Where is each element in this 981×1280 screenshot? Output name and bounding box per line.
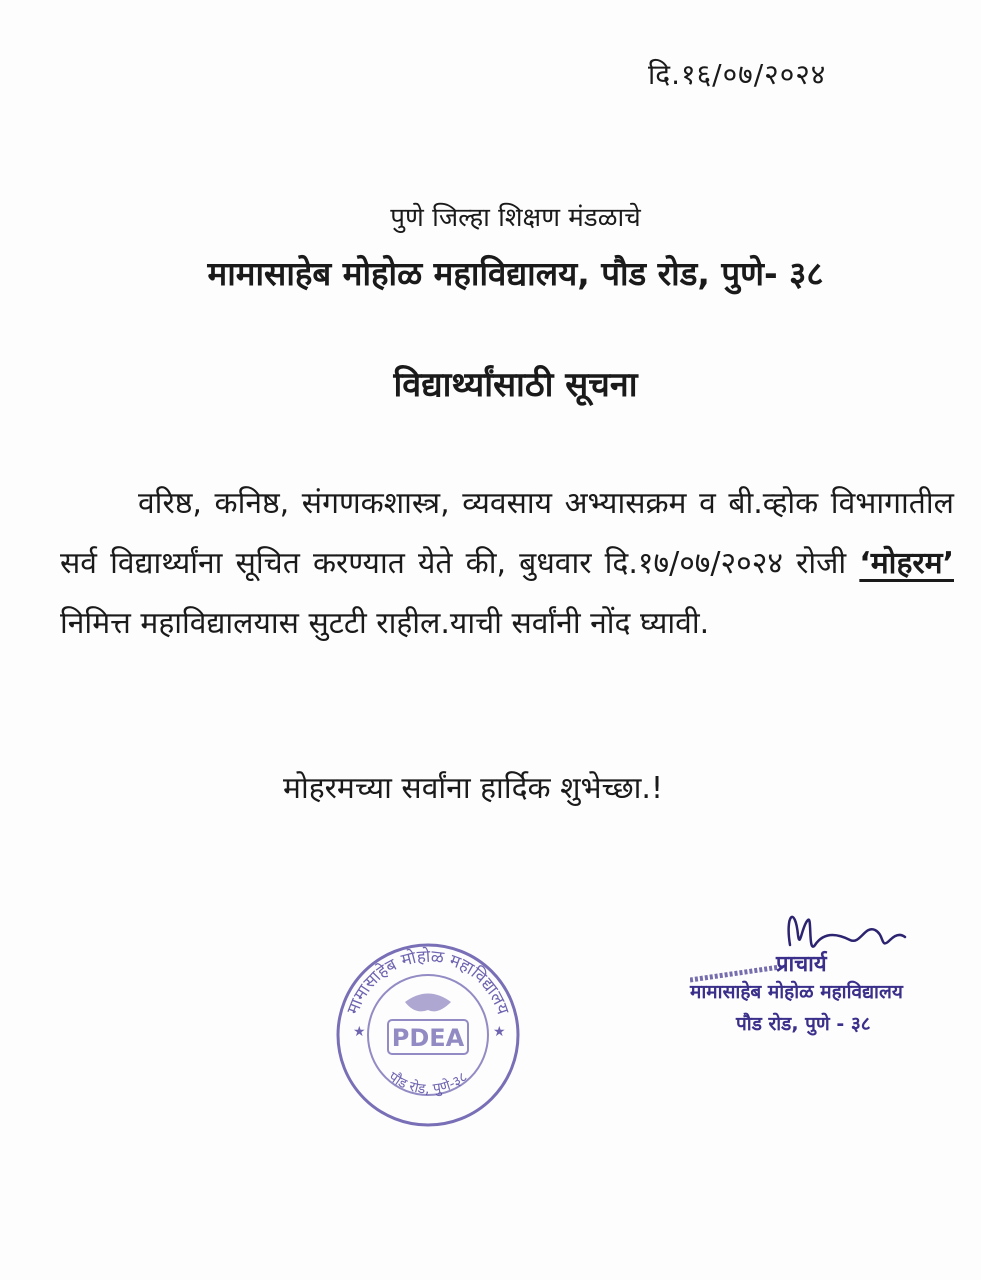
greeting-text: मोहरमच्या सर्वांना हार्दिक शुभेच्छा.!: [283, 771, 663, 806]
notice-body: [60, 474, 954, 654]
seal-graphic: [333, 940, 523, 1130]
seal-star-left: ★: [353, 1024, 366, 1040]
notice-date: दि.१६/०७/२०२४: [648, 58, 827, 91]
signature-stamp-address: पौड रोड, पुणे - ३८: [736, 1013, 871, 1035]
notice-body-part2: निमित्त महाविद्यालयास सुटटी राहील.याची सर्वांनी नोंद घ्यावी.: [60, 606, 710, 641]
seal-emblem-icon: [405, 994, 451, 1012]
seal-bottom-text: पौड रोड, पुणे-३८: [385, 1069, 471, 1098]
college-name: मामासाहेब मोहोळ महाविद्यालय, पौड रोड, पुणे- ३८: [207, 254, 824, 293]
notice-body-part1: वरिष्ठ, कनिष्ठ, संगणकशास्त्र, व्यवसाय अभ्यासक्रम व बी.व्होक विभागातील सर्व विद्यार्थ्यांना सूचित करण्यात येते की, बुधवार दि.१७/०७/२०२४ रोजी: [60, 486, 954, 581]
seal-logo-text: PDEA: [391, 1024, 465, 1052]
seal-outer-text: मामासाहेब मोहोळ महाविद्यालय: [343, 946, 513, 1018]
trust-name: पुणे जिल्हा शिक्षण मंडळाचे: [390, 203, 641, 233]
seal-star-right: ★: [493, 1024, 506, 1040]
signature-stamp-college: मामासाहेब मोहोळ महाविद्यालय: [690, 981, 903, 1003]
notice-title: विद्यार्थ्यांसाठी सूचना: [393, 365, 638, 405]
principal-title: प्राचार्य: [776, 952, 827, 977]
college-seal-stamp: [333, 940, 523, 1130]
holiday-name: ‘मोहरम’: [859, 546, 954, 581]
